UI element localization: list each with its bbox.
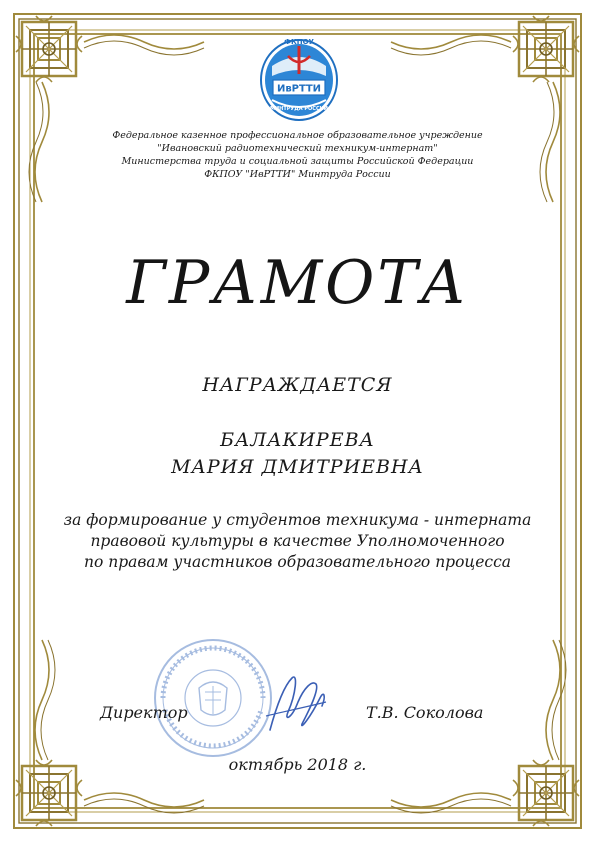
header-line: "Ивановский радиотехнический техникум-интернат" <box>157 143 438 154</box>
signatory-role: Директор <box>100 703 188 722</box>
header-line: ФКПОУ "ИвРТТИ" Минтруда России <box>204 169 391 180</box>
award-reason <box>50 510 545 573</box>
recipient-given-names: МАРИЯ ДМИТРИЕВНА <box>171 456 424 478</box>
logo-bottom-text: МИНТРУДА РОССИИ <box>270 106 328 112</box>
issue-date: октябрь 2018 г. <box>228 755 367 774</box>
logo-top-text: ФКПОУ <box>284 38 314 46</box>
institution-logo <box>258 36 340 126</box>
awarded-label: НАГРАЖДАЕТСЯ <box>202 374 393 396</box>
recipient-surname: БАЛАКИРЕВА <box>220 429 375 451</box>
header-line: Министерства труда и социальной защиты Российской Федерации <box>121 156 474 167</box>
reason-line: по правам участников образовательного процесса <box>83 553 512 571</box>
director-signature <box>262 668 330 738</box>
header-line: Федеральное казенное профессиональное образовательное учреждение <box>112 130 483 141</box>
signatory-name: Т.В. Соколова <box>366 703 484 722</box>
reason-line: правовой культуры в качестве Уполномоченного <box>90 532 505 550</box>
reason-line: за формирование у студентов техникума - интерната <box>63 511 532 529</box>
recipient-name <box>60 427 535 481</box>
logo-center-text: ИвРТТИ <box>276 83 322 95</box>
institution-header <box>110 129 485 181</box>
certificate-title: ГРАМОТА <box>126 248 469 318</box>
